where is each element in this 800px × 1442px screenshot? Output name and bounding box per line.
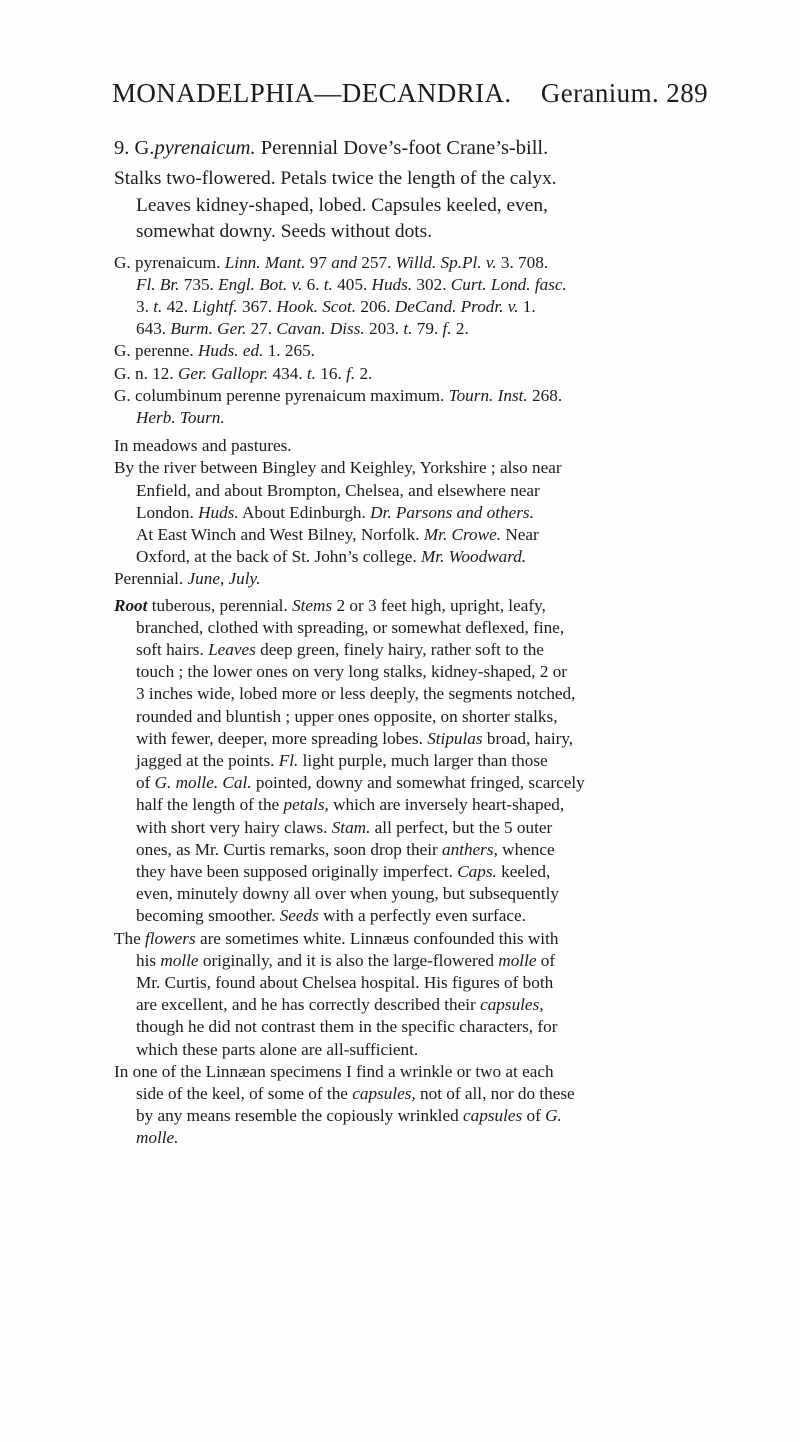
note-line: The flowers are sometimes white. Linnæus confounded this with bbox=[114, 928, 559, 948]
entry-text bbox=[114, 134, 714, 1150]
description-line: even, minutely downy all over when young, but subsequently bbox=[136, 884, 559, 904]
habitat-line: Oxford, at the back of St. John’s college. Mr. Woodward. bbox=[136, 547, 527, 567]
habitat-line: In meadows and pastures. bbox=[114, 436, 292, 456]
synonym-line: 3. t. 42. Lightf. 367. Hook. Scot. 206. DeCand. Prodr. v. 1. bbox=[136, 296, 536, 316]
description bbox=[114, 595, 714, 928]
note-line: are excellent, and he has correctly described their capsules, bbox=[136, 995, 544, 1015]
flowering-line: Perennial. June, July. bbox=[114, 569, 261, 589]
habitat-line: Enfield, and about Brompton, Chelsea, and elsewhere near bbox=[136, 480, 540, 500]
header-section-title: MONADELPHIA—DECANDRIA. bbox=[112, 78, 512, 108]
synonym-line: Herb. Tourn. bbox=[136, 407, 225, 427]
header-genus-page: Geranium. 289 bbox=[540, 78, 708, 108]
description-line: they have been supposed originally imperfect. Caps. keeled, bbox=[136, 861, 551, 881]
synonym-line: 643. Burm. Ger. 27. Cavan. Diss. 203. t. 79. f. 2. bbox=[136, 319, 469, 339]
description-line: touch ; the lower ones on very long stalks, kidney-shaped, 2 or bbox=[136, 662, 568, 682]
note-line: molle. bbox=[136, 1128, 179, 1148]
note-line: his molle originally, and it is also the large-flowered molle of bbox=[136, 950, 556, 970]
description-line: soft hairs. Leaves deep green, finely hairy, rather soft to the bbox=[136, 639, 544, 659]
running-header bbox=[112, 78, 708, 109]
description-line: half the length of the petals, which are inversely heart-shaped, bbox=[136, 795, 565, 815]
species-name: pyrenaicum. bbox=[154, 137, 256, 159]
description-line: with fewer, deeper, more spreading lobes. Stipulas broad, hairy, bbox=[136, 728, 574, 748]
description-line: with short very hairy claws. Stam. all perfect, but the 5 outer bbox=[136, 817, 553, 837]
species-title bbox=[114, 134, 714, 162]
habitat bbox=[114, 435, 714, 590]
note-line: side of the keel, of some of the capsules, not of all, nor do these bbox=[136, 1084, 575, 1104]
common-name: Perennial Dove’s-foot Crane’s-bill. bbox=[260, 137, 549, 159]
description-line: of G. molle. Cal. pointed, downy and somewhat fringed, scarcely bbox=[136, 773, 585, 793]
note-line: though he did not contrast them in the specific characters, for bbox=[136, 1017, 558, 1037]
habitat-line: By the river between Bingley and Keighley, Yorkshire ; also near bbox=[114, 458, 562, 478]
species-number: 9. bbox=[114, 137, 130, 159]
description-line: branched, clothed with spreading, or somewhat deflexed, fine, bbox=[136, 617, 565, 637]
synonym-line: G. n. 12. Ger. Gallopr. 434. t. 16. f. 2. bbox=[114, 363, 373, 383]
genus-abbr: G. bbox=[134, 137, 155, 159]
description-line: ones, as Mr. Curtis remarks, soon drop their anthers, whence bbox=[136, 839, 555, 859]
description-line: rounded and bluntish ; upper ones opposite, on shorter stalks, bbox=[136, 706, 558, 726]
synonym-line: Fl. Br. 735. Engl. Bot. v. 6. t. 405. Huds. 302. Curt. Lond. fasc. bbox=[136, 274, 567, 294]
description-line: Root tuberous, perennial. Stems 2 or 3 feet high, upright, leafy, bbox=[114, 595, 546, 615]
synonym-line: G. pyrenaicum. Linn. Mant. 97 and 257. Willd. Sp.Pl. v. 3. 708. bbox=[114, 252, 549, 272]
description-line: becoming smoother. Seeds with a perfectly even surface. bbox=[136, 906, 526, 926]
description-line: 3 inches wide, lobed more or less deeply, the segments notched, bbox=[136, 684, 576, 704]
diagnosis-line: somewhat downy. Seeds without dots. bbox=[136, 221, 433, 242]
diagnosis-line: Leaves kidney-shaped, lobed. Capsules keeled, even, bbox=[136, 194, 548, 216]
habitat-line: At East Winch and West Bilney, Norfolk. Mr. Crowe. Near bbox=[136, 524, 539, 544]
diagnosis bbox=[114, 166, 714, 246]
diagnosis-line: Stalks two-flowered. Petals twice the length of the calyx. bbox=[114, 168, 557, 189]
synonym-line: G. columbinum perenne pyrenaicum maximum. Tourn. Inst. 268. bbox=[114, 385, 563, 405]
note-line: which these parts alone are all-sufficient. bbox=[136, 1039, 419, 1059]
habitat-line: London. Huds. About Edinburgh. Dr. Parsons and others. bbox=[136, 502, 534, 522]
note-line: by any means resemble the copiously wrinkled capsules of G. bbox=[136, 1106, 562, 1126]
synonymy bbox=[114, 252, 714, 430]
note-line: Mr. Curtis, found about Chelsea hospital. His figures of both bbox=[136, 973, 554, 992]
notes bbox=[114, 928, 714, 1150]
description-line: jagged at the points. Fl. light purple, much larger than those bbox=[136, 750, 548, 770]
synonym-line: G. perenne. Huds. ed. 1. 265. bbox=[114, 341, 315, 361]
note-line: In one of the Linnæan specimens I find a wrinkle or two at each bbox=[114, 1061, 554, 1081]
